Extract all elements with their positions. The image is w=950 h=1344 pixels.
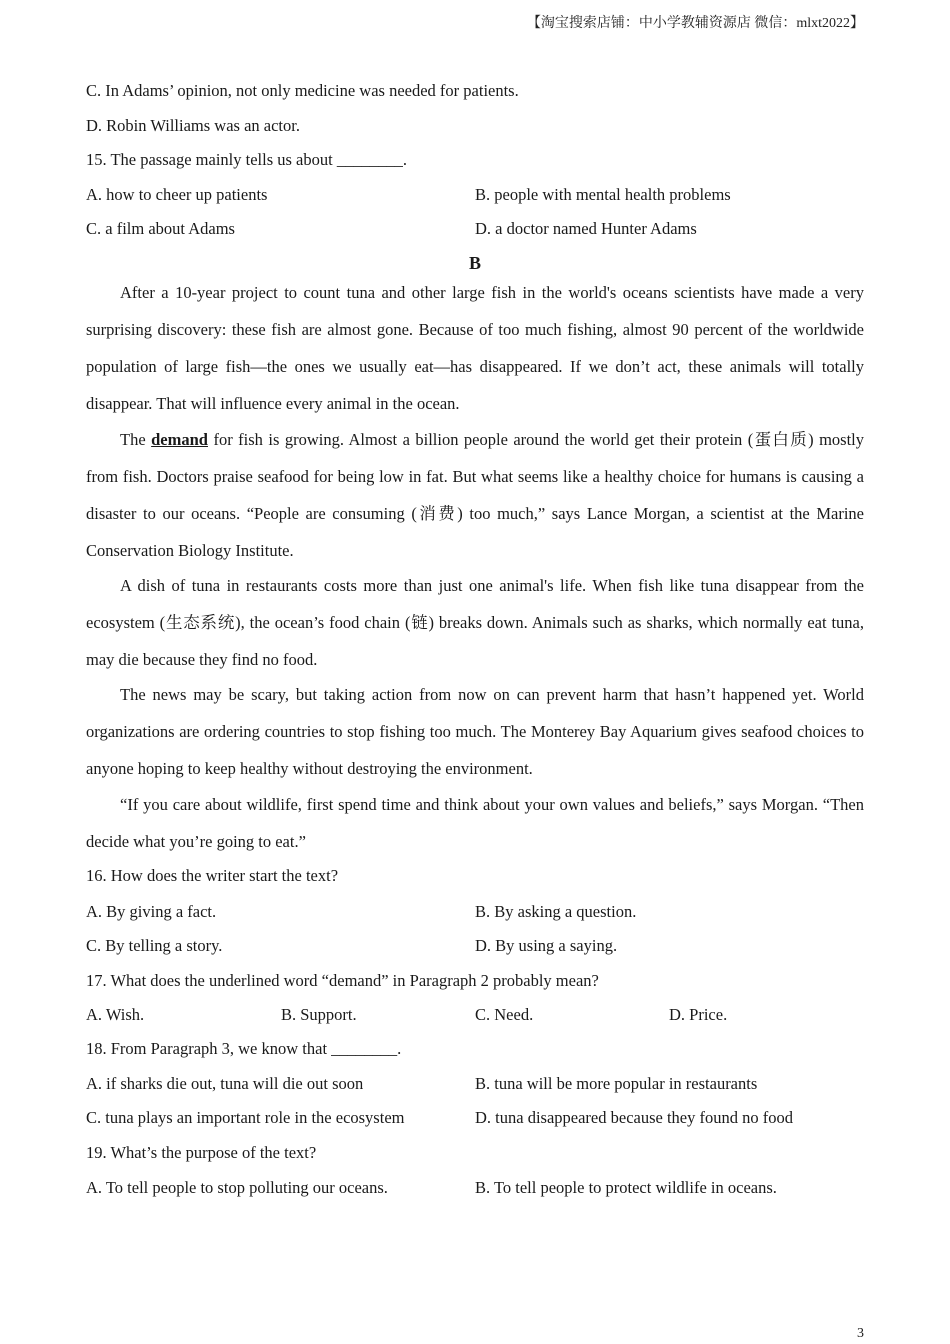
question-18-option-b: B. tuna will be more popular in restaurants: [475, 1074, 758, 1093]
question-18-option-d: D. tuna disappeared because they found no food: [475, 1108, 793, 1127]
passage-paragraph-1: After a 10-year project to count tuna and other large fish in the world's oceans scientists have made a very surprising discovery: these fish are almost gone. Because of too much fishing, almost 90 percent of the worldwide population of large fish—the ones we usually eat—has disappeared. If we don’t act, these animals will totally disappear. That will influence every animal in the ocean.: [86, 283, 864, 413]
underlined-word-demand: demand: [151, 430, 208, 449]
page-header: 【淘宝搜索店铺：中小学教辅资源店 微信：mlxt2022】: [526, 16, 864, 31]
question-16-option-d: D. By using a saying.: [475, 936, 618, 955]
passage-paragraph-2: [86, 421, 864, 569]
question-16-option-b: B. By asking a question.: [475, 902, 637, 921]
question-19-option-a: A. To tell people to stop polluting our oceans.: [86, 1178, 388, 1197]
page-number: 3: [857, 1326, 864, 1341]
question-16-stem: 16. How does the writer start the text?: [86, 866, 339, 885]
question-18-option-a: A. if sharks die out, tuna will die out soon: [86, 1074, 364, 1093]
question-15-option-a: A. how to cheer up patients: [86, 185, 268, 204]
question-16-option-c: C. By telling a story.: [86, 936, 223, 955]
question-19-option-b: B. To tell people to protect wildlife in oceans.: [475, 1178, 777, 1197]
question-19-stem: 19. What’s the purpose of the text?: [86, 1143, 317, 1162]
question-17-stem: 17. What does the underlined word “demand” in Paragraph 2 probably mean?: [86, 971, 599, 990]
question-17-option-b: B. Support.: [281, 1005, 357, 1024]
passage-paragraph-5: “If you care about wildlife, first spend time and think about your own values and beliefs,” says Morgan. “Then decide what you’re going to eat.”: [86, 795, 864, 851]
question-17-option-c: C. Need.: [475, 1005, 534, 1024]
question-15-option-b: B. people with mental health problems: [475, 185, 731, 204]
question-18-stem: 18. From Paragraph 3, we know that ________.: [86, 1039, 402, 1058]
option-c-prev: C. In Adams’ opinion, not only medicine was needed for patients.: [86, 81, 519, 100]
option-d-prev: D. Robin Williams was an actor.: [86, 116, 300, 135]
question-15-option-c: C. a film about Adams: [86, 219, 235, 238]
passage-paragraph-4: The news may be scary, but taking action from now on can prevent harm that hasn’t happened yet. World organizations are ordering countries to stop fishing too much. The Monterey Bay Aquarium gives seafood choices to anyone hoping to keep healthy without destroying the environment.: [86, 685, 864, 778]
question-18-option-c: C. tuna plays an important role in the ecosystem: [86, 1108, 405, 1127]
question-15-option-d: D. a doctor named Hunter Adams: [475, 219, 697, 238]
paragraph-2-lead: The: [120, 430, 152, 449]
passage-paragraph-3: A dish of tuna in restaurants costs more than just one animal's life. When fish like tuna disappear from the ecosystem (生态系统), the ocean’s food chain (链) breaks down. Animals such as sharks, which normally eat tuna, may die because they find no food.: [86, 576, 864, 669]
question-17-option-d: D. Price.: [669, 1005, 728, 1024]
paragraph-2-rest: for fish is growing. Almost a billion people around the world get their protein (蛋白质) mostly from fish. Doctors praise seafood for being low in fat. But what seems like a healthy choice for humans is causing a disaster to our oceans. “People are consuming (消费) too much,” says Lance Morgan, a scientist at the Marine Conservation Biology Institute.: [86, 430, 864, 560]
question-16-option-a: A. By giving a fact.: [86, 902, 217, 921]
section-title: B: [468, 253, 481, 273]
question-17-option-a: A. Wish.: [86, 1005, 145, 1024]
question-15-stem: 15. The passage mainly tells us about ________.: [86, 150, 407, 169]
